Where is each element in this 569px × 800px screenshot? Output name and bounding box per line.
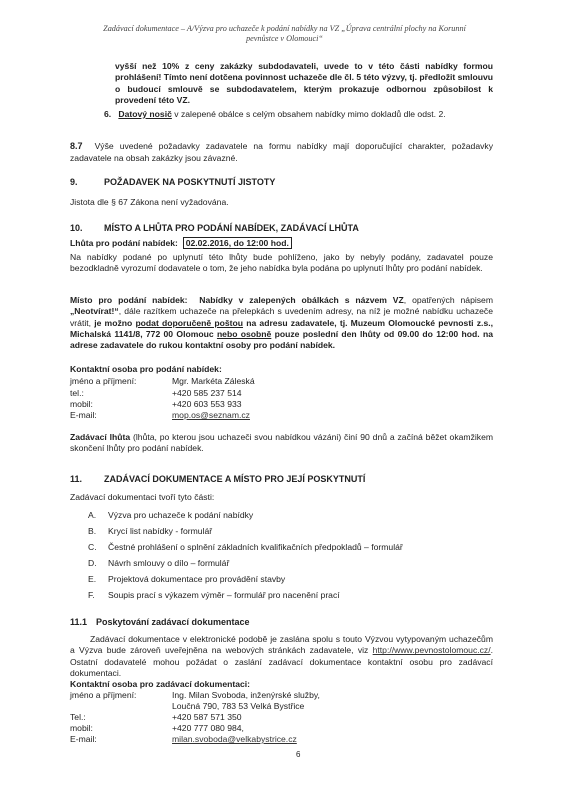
place-part-3: , opatřených nápisem <box>403 295 493 305</box>
section-9-text: Jistota dle § 67 Zákona není vyžadována. <box>70 197 229 207</box>
contact-1-tel: +420 585 237 514 <box>172 388 242 398</box>
section-11-heading <box>70 474 493 486</box>
place-part-7: podat doporučeně poštou <box>135 317 244 328</box>
contact-2-tel: +420 587 571 350 <box>172 712 242 722</box>
contact-2-name-label: jméno a příjmení: <box>70 690 137 700</box>
place-label: Místo pro podání nabídek: <box>70 295 188 305</box>
section-9-title: POŽADAVEK NA POSKYTNUTÍ JISTOTY <box>104 177 276 187</box>
section-11-1-title: Poskytování zadávací dokumentace <box>96 617 250 627</box>
list-item-text: Soupis prací s výkazem výměr – formulář pro nacenění prací <box>108 590 340 600</box>
place-part-4: „Neotvírat!“ <box>70 306 119 317</box>
deadline-line <box>70 238 493 249</box>
item-6-text: v zalepené obálce s celým obsahem nabídky mimo dokladů dle odst. 2. <box>171 109 446 119</box>
item-6-label: Datový nosič <box>118 109 172 119</box>
section-10-heading <box>70 223 493 235</box>
place-part-5: , dále razítkem uchazeče na přelepkách s uvedením adresy, na níž je možné nabídku uchazeče vrátit, <box>70 306 493 328</box>
section-10-number: 10. <box>70 223 83 233</box>
contact-1-mobil: +420 603 553 933 <box>172 399 242 409</box>
contact-1-email-label: E-mail: <box>70 410 97 420</box>
section-8-7-number: 8.7 <box>70 141 83 151</box>
contact-2-tel-label: Tel.: <box>70 712 86 722</box>
contact-title-2: Kontaktní osoba pro zadávací dokumentaci: <box>70 679 251 689</box>
submission-place <box>70 295 493 352</box>
list-item-text: Projektová dokumentace pro provádění stavby <box>108 574 286 584</box>
section-9-number: 9. <box>70 177 78 187</box>
section-11-1-heading <box>70 617 493 629</box>
section-8-7 <box>70 141 493 164</box>
binding-label: Zadávací lhůta <box>70 432 131 442</box>
deadline-label: Lhůta pro podání nabídek: <box>70 238 178 248</box>
section-11-number: 11. <box>70 474 83 484</box>
section-11-1-number: 11.1 <box>70 617 88 627</box>
s111-text-1: Zadávací dokumentace v elektronické podobě je zaslána spolu s touto Výzvou vytypovaným uchazečům a Výzva bude zároveň uveřejněna na webových stránkách zadavatele, viz <box>70 634 493 656</box>
section-11-intro: Zadávací dokumentaci tvoří tyto části: <box>70 492 215 502</box>
place-part-2: s názvem VZ <box>344 295 404 305</box>
list-item-letter: B. <box>88 526 97 536</box>
contact-2-email-label: E-mail: <box>70 734 97 744</box>
list-item-letter: D. <box>88 558 97 568</box>
list-item <box>88 558 229 569</box>
list-item-text: Výzva pro uchazeče k podání nabídky <box>108 510 254 520</box>
contact-1-email-link[interactable]: mop.os@seznam.cz <box>172 410 250 420</box>
list-item <box>88 526 212 537</box>
contact-2-mobil: +420 777 080 984, <box>172 723 244 733</box>
contact-1-tel-label: tel.: <box>70 388 84 398</box>
section-10-title: MÍSTO A LHŮTA PRO PODÁNÍ NABÍDEK, ZADÁVACÍ LHŮTA <box>104 223 359 233</box>
item-6 <box>104 109 493 120</box>
contact-1-mobil-label: mobil: <box>70 399 93 409</box>
list-item-text: Čestné prohlášení o splnění základních kvalifikačních předpokladů – formulář <box>108 542 403 552</box>
list-item <box>88 510 253 521</box>
website-link[interactable]: http://www.pevnostolomouc.cz/ <box>372 645 491 656</box>
list-item <box>88 590 340 601</box>
binding-text: (lhůta, po kterou jsou uchazeči svou nabídkou vázáni) činí 90 dnů a začíná běžet okamžikem skončení lhůty pro podání nabídek. <box>70 432 494 454</box>
section-11-title: ZADÁVACÍ DOKUMENTACE A MÍSTO PRO JEJÍ POSKYTNUTÍ <box>104 474 366 484</box>
page-number: 6 <box>296 750 301 759</box>
section-8-7-text: Výše uvedené požadavky zadavatele na formu nabídky mají doporučující charakter, požadavky zadavatele na obsah zakázky jsou závazné. <box>70 141 493 163</box>
page-header <box>60 24 509 45</box>
list-item <box>88 542 403 553</box>
contact-2-email-link[interactable]: milan.svoboda@velkabystrice.cz <box>172 734 297 744</box>
deadline-value: 02.02.2016, do 12:00 hod. <box>183 237 292 249</box>
list-item-letter: E. <box>88 574 97 584</box>
list-item-letter: F. <box>88 590 95 600</box>
section-9-heading <box>70 177 493 189</box>
list-item-text: Návrh smlouvy o dílo – formulář <box>108 558 230 568</box>
contact-2-name: Ing. Milan Svoboda, inženýrské služby, <box>172 690 320 700</box>
list-item-letter: A. <box>88 510 97 520</box>
place-part-10: pouze poslední den lhůty od 09.00 do 12:00 hod. na adrese zadavatele do rukou kontaktní osoby pro podání nabídek. <box>70 329 493 351</box>
place-part-9: nebo osobně <box>216 329 272 340</box>
contact-2-address: Loučná 790, 783 53 Velká Bystřice <box>172 701 305 711</box>
list-item-text: Krycí list nabídky - formulář <box>108 526 213 536</box>
place-part-6: je možno <box>94 317 136 328</box>
contact-2-mobil-label: mobil: <box>70 723 93 733</box>
list-item <box>88 574 285 585</box>
deadline-text: Na nabídky podané po uplynutí této lhůty bude pohlíženo, jako by nebyly podány, zadavatel pouze bezodkladně vyrozumí dodavatele o tom, že jeho nabídka byla podána po uplynutí lhůty pro podání nabídek. <box>70 252 493 274</box>
item-6-number: 6. <box>104 109 112 119</box>
contact-title-1: Kontaktní osoba pro podání nabídek: <box>70 364 222 374</box>
contact-1-name: Mgr. Markéta Záleská <box>172 376 255 386</box>
header-line-1: Zadávací dokumentace – A/Výzva pro uchazeče k podání nabídky na VZ „Úprava centrální plochy na Korunní <box>103 24 466 33</box>
place-part-8: na adresu zadavatele, tj. Muzeum Olomoucké pevnosti z.s., Michalská 1141/8, 772 00 Olomouc <box>70 317 493 340</box>
continuation-paragraph: vyšší než 10% z ceny zakázky subdodavateli, uvede to v této části nabídky formou prohlášení! Tímto není dotčena povinnost uchazeče dle čl. 5 této výzvy, tj. předložit smlouvu o budoucí smlouvě se subdodavatelem, kterým prokazuje odbornou způsobilost k provedení této VZ. <box>115 61 493 106</box>
s111-text-2: . Ostatní dodavatelé mohou požádat o zaslání zadávací dokumentace kontaktní osobu pro zadávací dokumentaci. <box>70 645 493 679</box>
list-item-letter: C. <box>88 542 97 552</box>
section-11-1-paragraph <box>70 634 493 679</box>
contact-1-name-label: jméno a příjmení: <box>70 376 137 386</box>
header-line-2: pevnůstce v Olomouci“ <box>246 34 323 44</box>
place-part-1: Nabídky v zalepených obálkách <box>199 295 345 305</box>
binding-period <box>70 432 493 455</box>
